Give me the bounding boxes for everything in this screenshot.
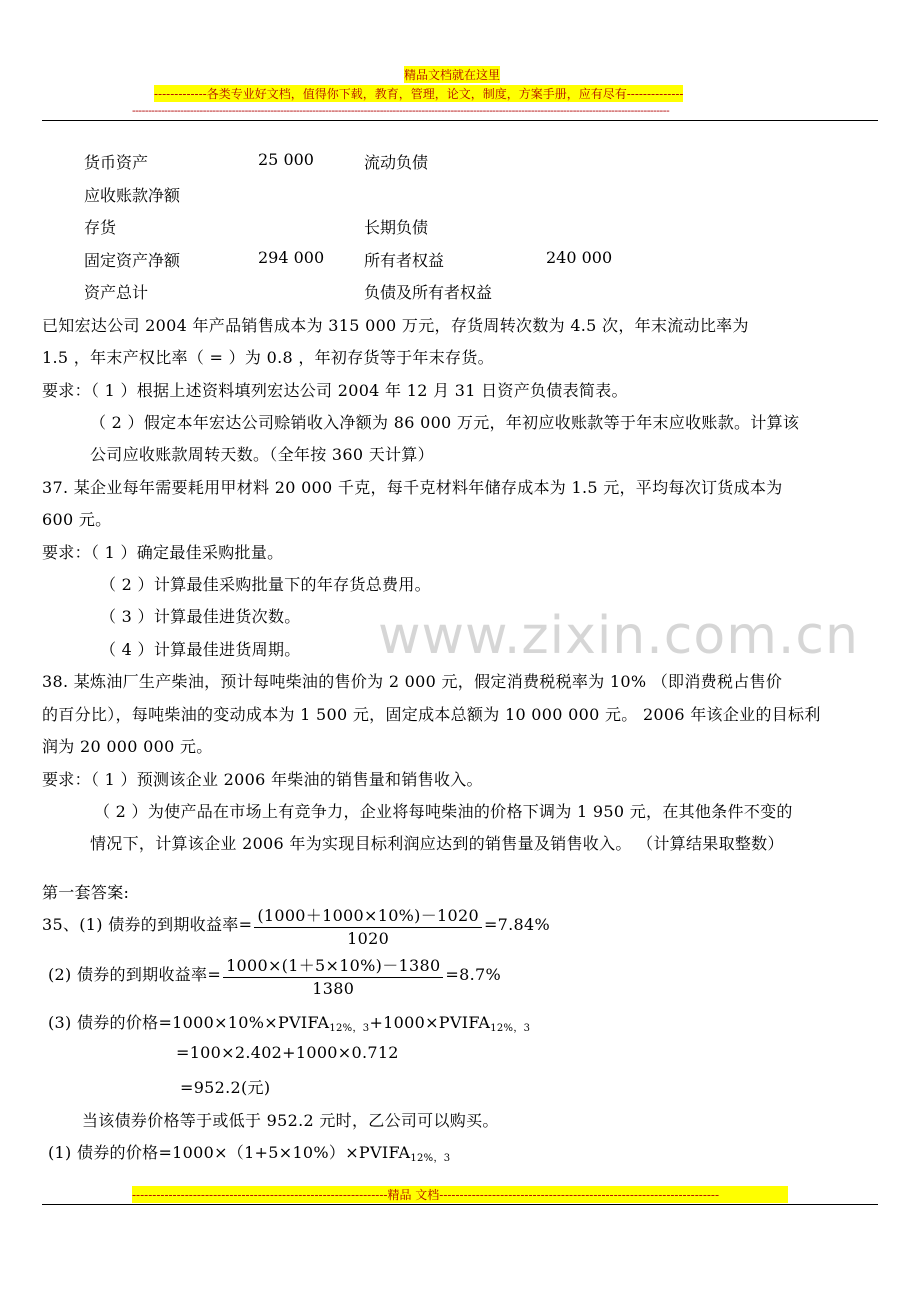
q37-text-1: 37. 某企业每年需要耗用甲材料 20 000 千克，每千克材料年储存成本为 1.5 元，平均每次订货成本为 (42, 478, 783, 497)
answer-36-1 (48, 1140, 450, 1164)
q38-requirement-1: 要求：（ 1 ）预测该企业 2006 年柴油的销售量和销售收入。 (42, 770, 483, 789)
fraction-numerator: 1000×(1＋5×10%)－1380 (223, 953, 443, 978)
header-banner: -------------各类专业好文档，值得你下载，教育，管理，论文，制度，方案手册，应有尽有-------------- (154, 87, 684, 101)
footer-rule (42, 1204, 878, 1205)
q37-requirement-1: 要求：（ 1 ）确定最佳采购批量。 (42, 543, 284, 562)
q37-text-2: 600 元。 (42, 510, 112, 529)
fraction (254, 903, 482, 948)
answer-35-1 (42, 903, 550, 948)
header-rule (42, 120, 878, 121)
answer-35-2 (48, 953, 501, 998)
q38-requirement-2b: 情况下，计算该企业 2006 年为实现目标利润应达到的销售量及销售收入。 （计算结果取整数） (90, 834, 784, 853)
answer-35-3-prefix: (3) 债券的价格=1000×10%×PVIFA (48, 1013, 330, 1032)
fraction (223, 953, 443, 998)
bs-right-label: 长期负债 (364, 218, 429, 237)
q36-given-2: 1.5 ，年末产权比率（ = ）为 0.8 ，年初存货等于年末存货。 (42, 348, 494, 367)
answers-heading: 第一套答案: (42, 883, 130, 902)
header-dashes: ----------------------------------------------------------------------------------------------------------------------------------------------------------------------- (132, 104, 670, 117)
q36-requirement-2a: （ 2 ）假定本年宏达公司赊销收入净额为 86 000 万元，年初应收账款等于年末应收账款。计算该 (90, 413, 800, 432)
q37-requirement-3: （ 3 ）计算最佳进货次数。 (100, 607, 301, 626)
q37-requirement-2: （ 2 ）计算最佳采购批量下的年存货总费用。 (100, 575, 431, 594)
answer-36-1-prefix: (1) 债券的价格=1000×（1+5×10%）×PVIFA (48, 1143, 411, 1162)
answer-35-3-line-3: =952.2(元) (180, 1078, 271, 1097)
bs-left-label: 存货 (84, 218, 117, 237)
bs-right-label: 负债及所有者权益 (364, 283, 493, 302)
answer-35-1-prefix: 35、(1) 债券的到期收益率= (42, 915, 253, 934)
q37-requirement-4: （ 4 ）计算最佳进货周期。 (100, 640, 301, 659)
bs-left-label: 资产总计 (84, 283, 149, 302)
q36-requirement-2b: 公司应收账款周转天数。（全年按 360 天计算） (90, 445, 434, 464)
answer-35-1-result: =7.84% (483, 915, 550, 934)
q36-given-1: 已知宏达公司 2004 年产品销售成本为 315 000 万元，存货周转次数为 4.5 次，年末流动比率为 (42, 316, 749, 335)
q38-text-2: 的百分比），每吨柴油的变动成本为 1 500 元，固定成本总额为 10 000 000 元。 2006 年该企业的目标利 (42, 705, 821, 724)
subscript: 12%，3 (410, 1153, 451, 1164)
fraction-denominator: 1020 (347, 929, 390, 948)
bs-left-label: 应收账款净额 (84, 186, 181, 205)
bs-right-label: 流动负债 (364, 153, 429, 172)
answer-35-3 (48, 1010, 530, 1034)
bs-left-label: 固定资产净额 (84, 251, 181, 270)
footer-banner: ---------------------------------------------------------------精品 文档--------------------------------------------------------------------- (132, 1186, 788, 1203)
answer-35-3-mid: +1000×PVIFA (369, 1013, 491, 1032)
answer-35-3-line-2: =100×2.402+1000×0.712 (176, 1043, 399, 1062)
answer-35-2-prefix: (2) 债券的到期收益率= (48, 965, 222, 984)
bs-left-value: 294 000 (258, 248, 325, 267)
bs-right-value: 240 000 (546, 248, 613, 267)
answer-35-3-conclusion: 当该债券价格等于或低于 952.2 元时，乙公司可以购买。 (82, 1111, 499, 1130)
fraction-numerator: (1000＋1000×10%)－1020 (254, 903, 482, 928)
q36-requirement-1: 要求：（ 1 ）根据上述资料填列宏达公司 2004 年 12 月 31 日资产负债表简表。 (42, 381, 628, 400)
subscript: 12%，3 (490, 1023, 531, 1034)
bs-right-label: 所有者权益 (364, 251, 445, 270)
q38-text-3: 润为 20 000 000 元。 (42, 737, 213, 756)
bs-left-label: 货币资产 (84, 153, 149, 172)
watermark: www.zixin.com.cn (378, 606, 859, 666)
q38-text-1: 38. 某炼油厂生产柴油，预计每吨柴油的售价为 2 000 元，假定消费税税率为 10% （即消费税占售价 (42, 672, 783, 691)
q38-requirement-2a: （ 2 ）为使产品在市场上有竞争力，企业将每吨柴油的价格下调为 1 950 元，在其他条件不变的 (94, 802, 793, 821)
header-title: 精品文档就在这里 (404, 68, 501, 82)
answer-35-2-result: =8.7% (445, 965, 501, 984)
subscript: 12%，3 (329, 1023, 370, 1034)
fraction-denominator: 1380 (312, 979, 355, 998)
bs-left-value: 25 000 (258, 150, 314, 169)
